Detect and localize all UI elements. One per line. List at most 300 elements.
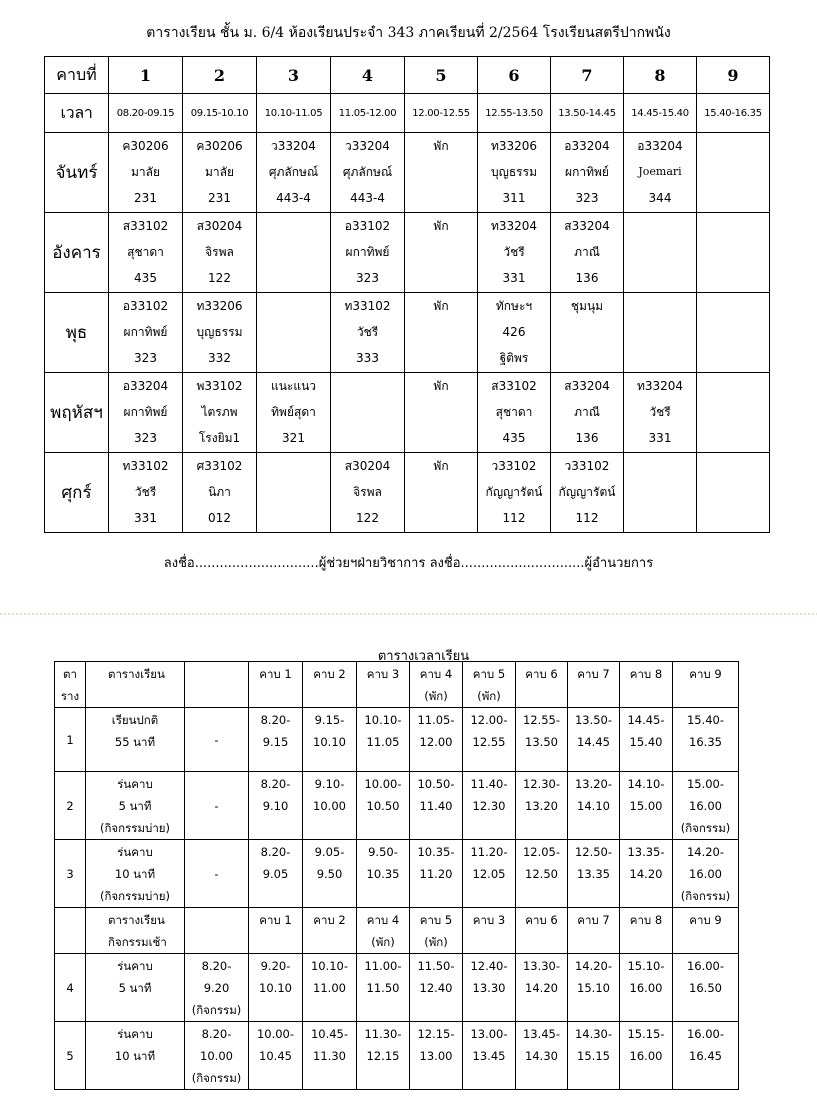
- cell-line: 12.50-: [574, 845, 613, 859]
- cell-line: 11.40: [419, 799, 453, 813]
- cell-line: (พัก): [477, 689, 501, 703]
- cell-line: 10.45: [259, 1049, 292, 1063]
- cell-line: 11.20-: [470, 845, 508, 859]
- period-number: 7: [551, 57, 624, 94]
- timetable-cell: [249, 662, 303, 708]
- timetable-cell: [620, 954, 673, 1022]
- cell-line: -: [214, 733, 219, 747]
- cell-line: 9.20-: [260, 959, 291, 973]
- schedule-cell: [697, 453, 770, 533]
- cell-line: 15.15-: [627, 1027, 665, 1041]
- timetable-cell: [568, 954, 620, 1022]
- timetable-cell: [568, 708, 620, 772]
- cell-line: แนะแนว: [270, 379, 317, 393]
- cell-line: 10.10-: [364, 713, 402, 727]
- cell-line: 13.35-: [627, 845, 665, 859]
- cell-line: 10.10-: [310, 959, 349, 973]
- cell-line: 14.20: [629, 867, 663, 881]
- cell-line: มาลัย: [130, 165, 161, 179]
- cell-line: 13.35: [577, 867, 610, 881]
- cell-line: 9.10-: [314, 777, 345, 791]
- timetable-cell: [249, 840, 303, 908]
- schedule-cell: [697, 133, 770, 213]
- cell-line: วัชรี: [503, 245, 525, 259]
- cell-line: 3: [66, 867, 74, 881]
- cell-line: ว33102: [564, 459, 610, 473]
- cell-line: 10.35-: [417, 845, 455, 859]
- cell-line: 12.15: [366, 1049, 400, 1063]
- cell-line: 14.45: [577, 735, 610, 749]
- timetable-cell: [620, 662, 673, 708]
- period-time: 12.00-12.55: [405, 94, 478, 133]
- cell-line: 16.00-: [686, 1027, 725, 1041]
- cell-line: คาบ 2: [313, 913, 346, 927]
- cell-line: สุชาดา: [127, 245, 164, 259]
- timetable-cell: [303, 1022, 357, 1090]
- schedule-cell: [405, 293, 478, 373]
- day-row: [45, 373, 770, 453]
- schedule-cell: [405, 213, 478, 293]
- cell-line: 13.00-: [470, 1027, 508, 1041]
- schedule-cell: [405, 133, 478, 213]
- cell-line: 13.20: [525, 799, 558, 813]
- timetable-cell: [620, 840, 673, 908]
- cell-line: 2: [66, 799, 74, 813]
- schedule-cell: [405, 453, 478, 533]
- timetable-cell: [357, 840, 410, 908]
- timetable-cell: [357, 954, 410, 1022]
- period-number: 8: [624, 57, 697, 94]
- cell-line: นิภา: [208, 485, 231, 499]
- cell-line: คาบ 7: [577, 913, 610, 927]
- cell-line: 11.05: [366, 735, 400, 749]
- cell-line: 323: [575, 191, 599, 205]
- timetable-cell: [55, 840, 86, 908]
- timetable-cell: [673, 954, 739, 1022]
- timetable-row: [55, 1022, 739, 1090]
- timetable-cell: [303, 908, 357, 954]
- cell-line: ร่นคาบ: [117, 777, 153, 791]
- cell-line: -: [214, 867, 219, 881]
- cell-line: 112: [502, 511, 526, 525]
- timetable-cell: [55, 1022, 86, 1090]
- cell-line: คาบ 4: [419, 667, 453, 681]
- cell-line: 435: [502, 431, 526, 445]
- cell-line: 4: [66, 981, 74, 995]
- schedule-cell: [478, 213, 551, 293]
- cell-line: ท33102: [122, 459, 169, 473]
- cell-line: 8.20-: [201, 959, 232, 973]
- cell-line: 435: [134, 271, 157, 285]
- cell-line: 231: [208, 191, 231, 205]
- cell-line: 10.10: [259, 981, 292, 995]
- cell-line: 331: [648, 431, 672, 445]
- cell-line: 11.40-: [470, 777, 508, 791]
- cell-line: ผกาทิพย์: [345, 245, 390, 259]
- cell-line: 15.10-: [627, 959, 665, 973]
- cell-line: ศ33102: [196, 459, 243, 473]
- cell-line: วัชรี: [134, 485, 157, 499]
- schedule-cell: [183, 213, 257, 293]
- cell-line: วัชรี: [356, 325, 379, 339]
- timetable-cell: [673, 908, 739, 954]
- cell-line: ไตรภพ: [201, 405, 238, 419]
- period-number: 4: [331, 57, 405, 94]
- cell-line: 11.00-: [364, 959, 402, 973]
- period-time: 12.55-13.50: [478, 94, 551, 133]
- schedule-cell: [697, 213, 770, 293]
- cell-line: (กิจกรรม): [191, 1071, 242, 1085]
- cell-line: 14.45-: [627, 713, 665, 727]
- cell-line: พัก: [433, 459, 449, 473]
- cell-line: ส33204: [564, 219, 610, 233]
- schedule-cell: [183, 453, 257, 533]
- cell-line: คาบ 5: [419, 913, 453, 927]
- timetable-cell: [516, 840, 568, 908]
- timetable-cell: [86, 772, 185, 840]
- timetable-cell: [55, 662, 86, 708]
- timetable-cell: [303, 662, 357, 708]
- schedule-cell: [478, 373, 551, 453]
- day-name: ศุกร์: [45, 453, 109, 533]
- cell-line: 10 นาที: [114, 867, 156, 881]
- cell-line: 10.35: [366, 867, 400, 881]
- timetable-row: [55, 840, 739, 908]
- cell-line: 5 นาที: [118, 799, 152, 813]
- cell-line: 16.35: [689, 735, 722, 749]
- cell-line: ภาณี: [574, 405, 600, 419]
- timetable-cell: [673, 772, 739, 840]
- cell-line: ตา: [63, 667, 77, 681]
- cell-line: 14.20: [525, 981, 558, 995]
- schedule-cell: [331, 213, 405, 293]
- cell-line: วัชรี: [649, 405, 671, 419]
- timetable-cell: [463, 662, 516, 708]
- cell-line: -: [214, 799, 219, 813]
- timetable-cell: [516, 772, 568, 840]
- timetable-cell: [620, 708, 673, 772]
- cell-line: ร่นคาบ: [117, 959, 153, 973]
- cell-line: 9.50: [316, 867, 343, 881]
- timetable-cell: [568, 1022, 620, 1090]
- cell-line: 8.20-: [260, 845, 291, 859]
- cell-line: 10.45-: [310, 1027, 349, 1041]
- cell-line: ศุภลักษณ์: [268, 165, 319, 179]
- timetable-cell: [620, 772, 673, 840]
- schedule-cell: [331, 453, 405, 533]
- cell-line: พัก: [433, 299, 449, 313]
- timetable-cell: [516, 708, 568, 772]
- cell-line: 333: [356, 351, 379, 365]
- timetable-cell: [185, 772, 249, 840]
- cell-line: ส33102: [491, 379, 537, 393]
- timetable-cell: [410, 840, 463, 908]
- cell-line: 13.50-: [574, 713, 613, 727]
- day-row: [45, 133, 770, 213]
- timetable-cell: [673, 662, 739, 708]
- cell-line: 11.30: [313, 1049, 346, 1063]
- schedule-cell: [109, 213, 183, 293]
- timetable-cell: [249, 772, 303, 840]
- timetable-cell: [357, 908, 410, 954]
- schedule-cell: [551, 453, 624, 533]
- cell-line: 11.20: [419, 867, 453, 881]
- cell-line: 426: [502, 325, 526, 339]
- cell-line: ค30206: [122, 139, 169, 153]
- cell-line: 12.00: [419, 735, 453, 749]
- cell-line: 13.50: [525, 735, 558, 749]
- timetable-cell: [55, 908, 86, 954]
- schedule-cell: [109, 453, 183, 533]
- cell-line: 9.10: [262, 799, 289, 813]
- timetable-cell: [357, 662, 410, 708]
- schedule-cell: [551, 133, 624, 213]
- cell-line: 9.05-: [314, 845, 345, 859]
- cell-line: 5 นาที: [118, 981, 152, 995]
- schedule-cell: [331, 373, 405, 453]
- cell-line: 16.00-: [686, 959, 725, 973]
- timetable-cell: [620, 908, 673, 954]
- cell-line: 16.50: [689, 981, 722, 995]
- cell-line: ตารางเรียน: [108, 667, 165, 681]
- cell-line: 9.50-: [368, 845, 398, 859]
- cell-line: 112: [575, 511, 599, 525]
- timetable-cell: [55, 954, 86, 1022]
- period-time: 14.45-15.40: [624, 94, 697, 133]
- period-time: 08.20-09.15: [109, 94, 183, 133]
- cell-line: 15.10: [577, 981, 610, 995]
- cell-line: 12.40-: [470, 959, 508, 973]
- schedule-cell: [624, 453, 697, 533]
- cell-line: อ33204: [122, 379, 169, 393]
- cell-line: 122: [208, 271, 231, 285]
- schedule-cell: [551, 293, 624, 373]
- timetable-row: [55, 954, 739, 1022]
- timetable-cell: [516, 662, 568, 708]
- cell-line: 323: [356, 271, 379, 285]
- timetable-cell: [410, 908, 463, 954]
- cell-line: 311: [502, 191, 526, 205]
- schedule-cell: [697, 373, 770, 453]
- schedule-cell: [697, 293, 770, 373]
- timetable-cell: [673, 708, 739, 772]
- timetable-cell: [516, 954, 568, 1022]
- period-header-row: [45, 57, 770, 94]
- schedule-cell: [331, 133, 405, 213]
- timetable-cell: [185, 908, 249, 954]
- cell-line: 12.15-: [417, 1027, 455, 1041]
- cell-line: 443-4: [350, 191, 385, 205]
- schedule-cell: [405, 373, 478, 453]
- timetable-cell: [357, 708, 410, 772]
- signature-line: ลงชื่อ..............................ผู้ช่วยฯฝ่ายวิชาการ ลงชื่อ..............................ผู้อำนวยการ: [163, 556, 654, 571]
- schedule-cell: [257, 373, 331, 453]
- cell-line: กิจกรรมเช้า: [108, 935, 167, 949]
- cell-line: 136: [575, 431, 599, 445]
- schedule-cell: [478, 133, 551, 213]
- timetable-cell: [249, 708, 303, 772]
- timetable-cell: [357, 772, 410, 840]
- cell-line: คาบ 4: [366, 913, 400, 927]
- timetable-cell: [410, 772, 463, 840]
- timetable-cell: [568, 840, 620, 908]
- cell-line: 10.10: [313, 735, 346, 749]
- cell-line: 12.30: [472, 799, 506, 813]
- cell-line: 12.55-: [522, 713, 561, 727]
- cell-line: คาบ 8: [629, 667, 663, 681]
- cell-line: ส33102: [122, 219, 169, 233]
- cell-line: คาบ 5: [472, 667, 506, 681]
- cell-line: 10.00-: [364, 777, 402, 791]
- period-time: 13.50-14.45: [551, 94, 624, 133]
- timetable-cell: [185, 662, 249, 708]
- cell-line: จิรพล: [353, 485, 382, 499]
- day-name: อังคาร: [45, 213, 109, 293]
- cell-line: คาบ 6: [525, 667, 558, 681]
- cell-line: 15.40: [629, 735, 663, 749]
- schedule-cell: [257, 293, 331, 373]
- cell-line: 14.30-: [574, 1027, 613, 1041]
- cell-line: อ33204: [564, 139, 610, 153]
- time-row: [45, 94, 770, 133]
- cell-line: ว33204: [271, 139, 316, 153]
- timetable-cell: [463, 772, 516, 840]
- cell-line: 14.20-: [686, 845, 725, 859]
- cell-line: 13.20-: [574, 777, 613, 791]
- timetable-cell: [249, 954, 303, 1022]
- cell-line: 8.20-: [201, 1027, 232, 1041]
- cell-line: ส30204: [196, 219, 243, 233]
- cell-line: (พัก): [424, 935, 448, 949]
- day-name: พฤหัสฯ: [45, 373, 109, 453]
- cell-line: (พัก): [371, 935, 395, 949]
- cell-line: 332: [208, 351, 231, 365]
- timetable-cell: [410, 708, 463, 772]
- cell-line: 1: [66, 733, 74, 747]
- schedule-cell: [183, 373, 257, 453]
- schedule-cell: [624, 373, 697, 453]
- cell-line: ส33204: [564, 379, 610, 393]
- cell-line: 9.15-: [314, 713, 345, 727]
- timetable-cell: [410, 954, 463, 1022]
- cell-line: คาบ 1: [259, 913, 292, 927]
- cell-line: โรงยิม1: [198, 431, 241, 445]
- cell-line: 10 นาที: [114, 1049, 156, 1063]
- schedule-cell: [624, 293, 697, 373]
- cell-line: 12.40: [419, 981, 453, 995]
- cell-line: 9.05: [262, 867, 289, 881]
- timetable-cell: [185, 840, 249, 908]
- period-time: 11.05-12.00: [331, 94, 405, 133]
- cell-line: (กิจกรรม): [680, 821, 731, 835]
- schedule-cell: [109, 293, 183, 373]
- timetable-cell: [185, 1022, 249, 1090]
- schedule-title: ตารางเรียน ชั้น ม. 6/4 ห้องเรียนประจำ 343 ภาคเรียนที่ 2/2564 โรงเรียนสตรีปากพนัง: [146, 25, 671, 41]
- day-name: จันทร์: [45, 133, 109, 213]
- schedule-cell: [257, 213, 331, 293]
- cell-line: 16.00: [689, 867, 722, 881]
- schedule-cell: [109, 373, 183, 453]
- cell-line: 331: [134, 511, 157, 525]
- cell-line: 9.20: [203, 981, 230, 995]
- timetable-cell: [55, 708, 86, 772]
- timetable-cell: [673, 840, 739, 908]
- timetable-cell: [249, 908, 303, 954]
- period-number: 3: [257, 57, 331, 94]
- cell-line: (กิจกรรมบ่าย): [99, 821, 171, 835]
- cell-line: 443-4: [276, 191, 311, 205]
- cell-line: 16.45: [689, 1049, 722, 1063]
- timetable-cell: [410, 1022, 463, 1090]
- period-number: 2: [183, 57, 257, 94]
- timetable-cell: [463, 954, 516, 1022]
- period-time: 15.40-16.35: [697, 94, 770, 133]
- timetable-header-row: [55, 908, 739, 954]
- period-time-table: [54, 661, 739, 1090]
- cell-line: ว33102: [491, 459, 537, 473]
- schedule-cell: [331, 293, 405, 373]
- cell-line: คาบ 7: [577, 667, 610, 681]
- timetable-cell: [516, 1022, 568, 1090]
- cell-line: ท33206: [196, 299, 243, 313]
- timetable-cell: [303, 708, 357, 772]
- cell-line: 12.55: [472, 735, 506, 749]
- cell-line: 55 นาที: [114, 735, 156, 749]
- cell-line: 11.30-: [364, 1027, 402, 1041]
- day-row: [45, 213, 770, 293]
- cell-line: 14.10-: [627, 777, 665, 791]
- cell-line: 10.00: [313, 799, 346, 813]
- cell-line: 323: [134, 351, 157, 365]
- timetable-cell: [249, 1022, 303, 1090]
- class-schedule-table: [44, 56, 770, 533]
- cell-line: 13.45: [472, 1049, 506, 1063]
- timetable-cell: [303, 840, 357, 908]
- cell-line: กัญญารัตน์: [558, 485, 616, 499]
- period-label: คาบที่: [45, 57, 109, 94]
- timetable-cell: [303, 772, 357, 840]
- timetable-cell: [463, 708, 516, 772]
- cell-line: อ33102: [344, 219, 391, 233]
- schedule-cell: [478, 293, 551, 373]
- cell-line: ผกาทิพย์: [123, 405, 168, 419]
- cell-line: 8.20-: [260, 777, 291, 791]
- timetable-cell: [463, 840, 516, 908]
- schedule-cell: [624, 213, 697, 293]
- cell-line: (กิจกรรม): [680, 889, 731, 903]
- cell-line: ทิพย์สุดา: [271, 405, 316, 419]
- cell-line: 8.20-: [260, 713, 291, 727]
- cell-line: 15.00-: [686, 777, 725, 791]
- schedule-cell: [183, 133, 257, 213]
- cell-line: ร่นคาบ: [117, 845, 153, 859]
- cell-line: ศุภลักษณ์: [342, 165, 393, 179]
- cell-line: 13.30-: [522, 959, 561, 973]
- timetable-cell: [86, 708, 185, 772]
- cell-line: จิรพล: [205, 245, 234, 259]
- cell-line: 13.45-: [522, 1027, 561, 1041]
- timetable-cell: [86, 662, 185, 708]
- cell-line: ส30204: [344, 459, 391, 473]
- cell-line: 11.50: [366, 981, 400, 995]
- cell-line: ราง: [60, 689, 80, 703]
- cell-line: คาบ 8: [629, 913, 663, 927]
- day-row: [45, 453, 770, 533]
- cell-line: 16.00: [629, 1049, 663, 1063]
- schedule-cell: [257, 133, 331, 213]
- timetable-cell: [463, 1022, 516, 1090]
- cell-line: ผกาทิพย์: [565, 165, 609, 179]
